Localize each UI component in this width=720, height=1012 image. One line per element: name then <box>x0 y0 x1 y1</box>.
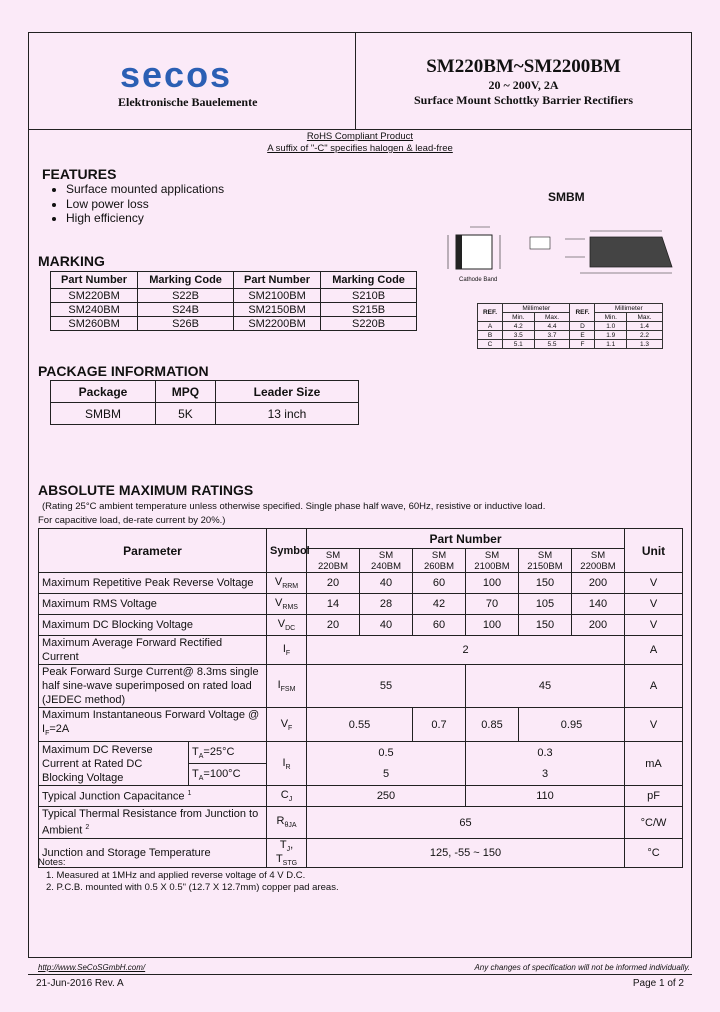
table-cell: SM2200BM <box>233 317 320 331</box>
dim-cell: 5.1 <box>503 340 535 349</box>
head-unit: Unit <box>625 529 683 573</box>
dim-cell: B <box>478 331 503 340</box>
ratings-note2: For capacitive load, de-rate current by 20%.) <box>38 515 226 526</box>
table-cell: SMBM <box>51 403 156 425</box>
value-cell: 20 <box>307 615 360 636</box>
table-cell: SM240BM <box>51 303 138 317</box>
dim-cell: F <box>570 340 595 349</box>
footer-url[interactable]: http://www.SeCoSGmbH.com/ <box>38 963 146 972</box>
part-header: SM 260BM <box>413 549 466 573</box>
header-divider <box>28 129 692 130</box>
rohs-line1: RoHS Compliant Product <box>306 131 414 142</box>
package-header: Leader Size <box>215 381 358 403</box>
value-cell: 60 <box>413 615 466 636</box>
footer-divider <box>28 974 692 975</box>
page-description: Surface Mount Schottky Barrier Rectifiers <box>413 93 634 107</box>
table-row <box>39 615 683 636</box>
company-logo: secos <box>120 54 233 95</box>
dim-row <box>478 331 663 340</box>
value-cell: 0.3 <box>466 742 625 764</box>
ratings-title: ABSOLUTE MAXIMUM RATINGS <box>38 482 254 498</box>
company-name: Elektronische Bauelemente <box>118 95 258 109</box>
condition-cell: $T_A=100^\circ C$ <box>189 764 267 786</box>
part-header: SM 2150BM <box>519 549 572 573</box>
table-row <box>39 838 683 867</box>
param-cell: Maximum Repetitive Peak Reverse Voltage <box>39 573 267 594</box>
dim-row <box>478 322 663 331</box>
dim-header: REF. <box>478 304 503 322</box>
feature-item: • High efficiency <box>66 211 224 226</box>
symbol-cell: $T_J$, $T_{STG}$ <box>267 838 307 867</box>
cathode-band <box>456 235 462 269</box>
dim-cell: 1.4 <box>627 322 663 331</box>
symbol-cell: $R_{\theta JA}$ <box>267 807 307 839</box>
notes-title: Notes: <box>38 857 66 868</box>
value-cell: 0.95 <box>519 708 625 742</box>
footer-date: 21-Jun-2016 Rev. A <box>36 978 124 989</box>
param-cell: Maximum RMS Voltage <box>39 594 267 615</box>
value-cell: 3 <box>466 764 625 786</box>
table-cell: S24B <box>138 303 234 317</box>
value-cell: 250 <box>307 786 466 807</box>
param-cell: Maximum DC Reverse Current at Rated DC Blocking Voltage <box>39 742 189 786</box>
symbol-cell: $I_F$ <box>267 636 307 665</box>
value-cell: 200 <box>572 573 625 594</box>
param-cell: Junction and Storage Temperature <box>39 838 267 867</box>
table-row <box>39 594 683 615</box>
table-row <box>39 636 683 665</box>
value-cell: 105 <box>519 594 572 615</box>
part-header: SM 2100BM <box>466 549 519 573</box>
head-part-number: Part Number <box>307 529 625 549</box>
value-cell: 40 <box>360 615 413 636</box>
table-row <box>39 573 683 594</box>
dim-cell: C <box>478 340 503 349</box>
table-cell: SM260BM <box>51 317 138 331</box>
value-cell: 28 <box>360 594 413 615</box>
value-cell: 100 <box>466 573 519 594</box>
features-title: FEATURES <box>42 166 117 182</box>
table-row <box>39 807 683 839</box>
feature-item: • Low power loss <box>66 197 224 212</box>
unit-cell: °C <box>625 838 683 867</box>
dim-cell: 3.7 <box>534 331 570 340</box>
param-cell: Typical Junction Capacitance $^1$ <box>39 786 267 807</box>
unit-cell: V <box>625 708 683 742</box>
package-info-table <box>50 380 359 425</box>
unit-cell: V <box>625 594 683 615</box>
unit-cell: A <box>625 665 683 708</box>
dim-cell: 4.4 <box>534 322 570 331</box>
dim-header: REF. <box>570 304 595 322</box>
value-cell: 110 <box>466 786 625 807</box>
unit-cell: mA <box>625 742 683 786</box>
value-cell: 100 <box>466 615 519 636</box>
dim-cell: 2.2 <box>627 331 663 340</box>
value-cell: 70 <box>466 594 519 615</box>
note-1: 1. Measured at 1MHz and applied reverse voltage of 4 V D.C. <box>46 870 306 881</box>
table-cell: 13 inch <box>215 403 358 425</box>
value-cell: 125, -55 ~ 150 <box>307 838 625 867</box>
table-row <box>51 303 417 317</box>
part-header: SM 220BM <box>307 549 360 573</box>
dim-cell: 1.9 <box>595 331 627 340</box>
dim-cell: E <box>570 331 595 340</box>
dim-sub: Max. <box>534 313 570 322</box>
package-label: SMBM <box>548 190 585 204</box>
table-row <box>39 786 683 807</box>
value-cell: 140 <box>572 594 625 615</box>
param-cell: Maximum Average Forward Rectified Current <box>39 636 267 665</box>
value-cell: 42 <box>413 594 466 615</box>
dim-header: Millimeter <box>595 304 663 313</box>
head-parameter: Parameter <box>39 529 267 573</box>
part-header: SM 2200BM <box>572 549 625 573</box>
note-2: 2. P.C.B. mounted with 0.5 X 0.5" (12.7 X 12.7mm) copper pad areas. <box>46 882 339 893</box>
unit-cell: V <box>625 615 683 636</box>
value-cell: 55 <box>307 665 466 708</box>
table-row <box>39 708 683 742</box>
ratings-table <box>38 528 683 868</box>
cathode-band-label: Cathode Band <box>459 277 498 283</box>
dim-cell: D <box>570 322 595 331</box>
table-cell: S26B <box>138 317 234 331</box>
dim-cell: 1.1 <box>595 340 627 349</box>
dim-cell: 4.2 <box>503 322 535 331</box>
package-header: Package <box>51 381 156 403</box>
param-cell: Typical Thermal Resistance from Junction to Ambient $^2$ <box>39 807 267 839</box>
dim-cell: A <box>478 322 503 331</box>
table-cell: S22B <box>138 289 234 303</box>
dim-header: Millimeter <box>503 304 570 313</box>
marking-header: Marking Code <box>321 272 417 289</box>
value-cell: 0.7 <box>413 708 466 742</box>
marking-header: Part Number <box>233 272 320 289</box>
unit-cell: A <box>625 636 683 665</box>
footer-page: Page 1 of 2 <box>632 978 684 989</box>
symbol-cell: $V_{RMS}$ <box>267 594 307 615</box>
page-title: SM220BM~SM2200BM <box>426 56 621 77</box>
table-cell: 5K <box>156 403 216 425</box>
param-cell: Maximum DC Blocking Voltage <box>39 615 267 636</box>
table-row <box>51 317 417 331</box>
table-row <box>51 403 359 425</box>
value-cell: 20 <box>307 573 360 594</box>
symbol-cell: $V_{DC}$ <box>267 615 307 636</box>
value-cell: 150 <box>519 615 572 636</box>
value-cell: 150 <box>519 573 572 594</box>
table-cell: S215B <box>321 303 417 317</box>
value-cell: 14 <box>307 594 360 615</box>
value-cell: 2 <box>307 636 625 665</box>
head-symbol: Symbol <box>267 529 307 573</box>
ratings-note1: (Rating 25°C ambient temperature unless otherwise specified. Single phase half wave, 60Hz, resistive or inductive load. <box>42 501 546 512</box>
footer-disclaimer: Any changes of specification will not be informed individually. <box>474 963 690 972</box>
dim-sub: Max. <box>627 313 663 322</box>
unit-cell: °C/W <box>625 807 683 839</box>
table-cell: SM220BM <box>51 289 138 303</box>
table-cell: S210B <box>321 289 417 303</box>
dim-sub: Min. <box>503 313 535 322</box>
symbol-cell: $I_R$ <box>267 742 307 786</box>
value-cell: 200 <box>572 615 625 636</box>
param-cell: Maximum Instantaneous Forward Voltage @ $I_F=2A$ <box>39 708 267 742</box>
table-row <box>39 665 683 708</box>
value-cell: 0.5 <box>307 742 466 764</box>
dim-cell: 1.3 <box>627 340 663 349</box>
condition-cell: $T_A=25^\circ C$ <box>189 742 267 764</box>
part-header: SM 240BM <box>360 549 413 573</box>
symbol-cell: $V_F$ <box>267 708 307 742</box>
package-header: MPQ <box>156 381 216 403</box>
dim-row <box>478 340 663 349</box>
page-subtitle: 20 ~ 200V, 2A <box>488 78 559 92</box>
table-row <box>39 742 683 764</box>
marking-table <box>50 271 417 331</box>
dim-cell: 3.5 <box>503 331 535 340</box>
unit-cell: pF <box>625 786 683 807</box>
symbol-cell: $I_{FSM}$ <box>267 665 307 708</box>
value-cell: 45 <box>466 665 625 708</box>
symbol-cell: $V_{RRM}$ <box>267 573 307 594</box>
value-cell: 0.55 <box>307 708 413 742</box>
dim-cell: 1.0 <box>595 322 627 331</box>
marking-title: MARKING <box>38 253 105 269</box>
table-cell: S220B <box>321 317 417 331</box>
value-cell: 0.85 <box>466 708 519 742</box>
dim-sub: Min. <box>595 313 627 322</box>
dim-cell: 5.5 <box>534 340 570 349</box>
value-cell: 40 <box>360 573 413 594</box>
feature-item: • Surface mounted applications <box>66 182 224 197</box>
value-cell: 65 <box>307 807 625 839</box>
value-cell: 5 <box>307 764 466 786</box>
package-info-title: PACKAGE INFORMATION <box>38 363 209 379</box>
table-row <box>51 289 417 303</box>
value-cell: 60 <box>413 573 466 594</box>
marking-header: Part Number <box>51 272 138 289</box>
unit-cell: V <box>625 573 683 594</box>
table-cell: SM2150BM <box>233 303 320 317</box>
dimension-table <box>477 303 663 349</box>
features-list <box>42 182 224 226</box>
symbol-cell: $C_J$ <box>267 786 307 807</box>
table-cell: SM2100BM <box>233 289 320 303</box>
param-cell: Peak Forward Surge Current@ 8.3ms single half sine-wave superimposed on rated load (JEDEC method) <box>39 665 267 708</box>
rohs-line2: A suffix of "-C" specifies halogen & lead-free <box>267 143 453 154</box>
marking-header: Marking Code <box>138 272 234 289</box>
